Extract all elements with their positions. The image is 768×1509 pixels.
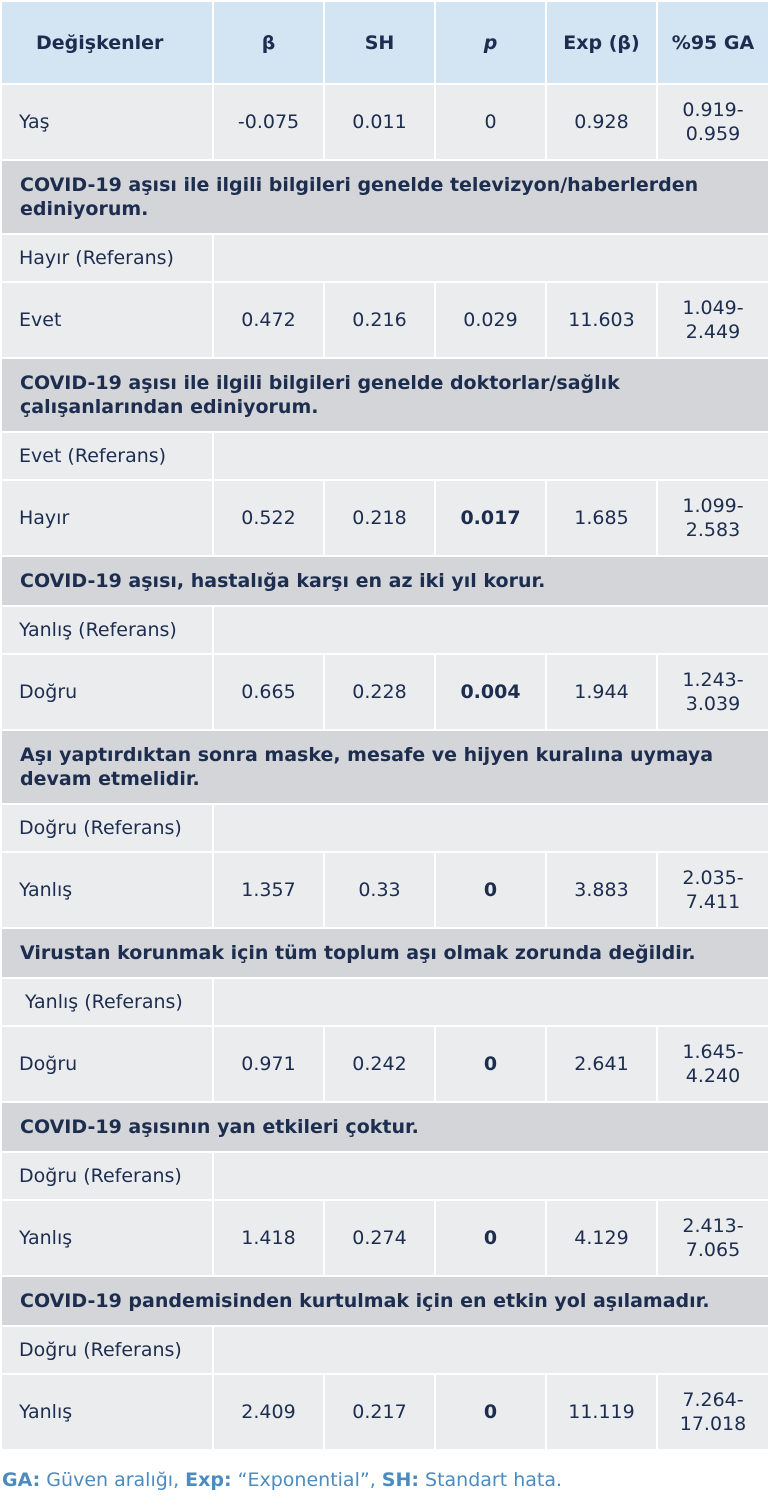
section-title: COVID-19 aşısı ile ilgili bilgileri genelde doktorlar/sağlık çalışanlarından ediniyorum. bbox=[1, 358, 768, 432]
section-title: COVID-19 aşısının yan etkileri çoktur. bbox=[1, 1102, 768, 1152]
header-p: p bbox=[435, 1, 546, 84]
p-cell: 0.029 bbox=[435, 282, 546, 358]
row-label: Evet bbox=[1, 282, 213, 358]
header-exp: Exp (β) bbox=[546, 1, 657, 84]
section-title: Aşı yaptırdıktan sonra maske, mesafe ve hijyen kuralına uymaya devam etmelidir. bbox=[1, 730, 768, 804]
p-cell: 0 bbox=[435, 1026, 546, 1102]
ci-cell bbox=[657, 84, 768, 160]
table-row bbox=[1, 654, 768, 730]
beta-cell: 0.522 bbox=[213, 480, 324, 556]
ci-low: 2.035- bbox=[682, 867, 744, 889]
header-se: SH bbox=[324, 1, 435, 84]
exp-cell: 3.883 bbox=[546, 852, 657, 928]
ci-cell bbox=[657, 480, 768, 556]
reference-row bbox=[1, 804, 768, 852]
header-beta: β bbox=[213, 1, 324, 84]
table-row bbox=[1, 1200, 768, 1276]
ci-high: 7.065 bbox=[685, 1239, 741, 1261]
ci-low: 1.049- bbox=[682, 297, 744, 319]
ci-low: 2.413- bbox=[682, 1215, 744, 1237]
exp-cell: 4.129 bbox=[546, 1200, 657, 1276]
p-cell: 0 bbox=[435, 852, 546, 928]
beta-cell: 0.971 bbox=[213, 1026, 324, 1102]
reference-label: Evet (Referans) bbox=[1, 432, 213, 480]
p-cell: 0.017 bbox=[435, 480, 546, 556]
section-row bbox=[1, 160, 768, 234]
reference-row bbox=[1, 234, 768, 282]
se-cell: 0.242 bbox=[324, 1026, 435, 1102]
table-footnote bbox=[0, 1451, 768, 1491]
section-row bbox=[1, 556, 768, 606]
footnote-sh-text: Standart hata. bbox=[418, 1469, 563, 1491]
reference-empty bbox=[213, 432, 768, 480]
reference-label: Hayır (Referans) bbox=[1, 234, 213, 282]
reference-label: Doğru (Referans) bbox=[1, 1326, 213, 1374]
p-cell: 0 bbox=[435, 1374, 546, 1450]
beta-cell: 1.357 bbox=[213, 852, 324, 928]
ci-low: 1.645- bbox=[682, 1041, 744, 1063]
table-row-age bbox=[1, 84, 768, 160]
row-label: Doğru bbox=[1, 1026, 213, 1102]
reference-row bbox=[1, 1152, 768, 1200]
reference-empty bbox=[213, 978, 768, 1026]
footnote-sh-key: SH: bbox=[381, 1469, 419, 1491]
row-label: Yaş bbox=[1, 84, 213, 160]
beta-cell: 1.418 bbox=[213, 1200, 324, 1276]
section-row bbox=[1, 358, 768, 432]
table-row bbox=[1, 1026, 768, 1102]
se-cell: 0.218 bbox=[324, 480, 435, 556]
footnote-ga-key: GA: bbox=[2, 1469, 41, 1491]
se-cell: 0.274 bbox=[324, 1200, 435, 1276]
reference-empty bbox=[213, 1152, 768, 1200]
ci-cell bbox=[657, 852, 768, 928]
exp-cell: 1.944 bbox=[546, 654, 657, 730]
reference-row bbox=[1, 606, 768, 654]
ci-cell bbox=[657, 654, 768, 730]
ci-high: 2.583 bbox=[685, 519, 741, 541]
reference-label: Doğru (Referans) bbox=[1, 1152, 213, 1200]
reference-empty bbox=[213, 1326, 768, 1374]
exp-cell: 11.119 bbox=[546, 1374, 657, 1450]
p-cell: 0 bbox=[435, 1200, 546, 1276]
ci-high: 7.411 bbox=[685, 891, 741, 913]
reference-label: Yanlış (Referans) bbox=[1, 606, 213, 654]
exp-cell: 1.685 bbox=[546, 480, 657, 556]
reference-empty bbox=[213, 804, 768, 852]
ci-high: 0.959 bbox=[685, 123, 741, 145]
reference-label: Yanlış (Referans) bbox=[1, 978, 213, 1026]
row-label: Yanlış bbox=[1, 1374, 213, 1450]
header-variables: Değişkenler bbox=[1, 1, 213, 84]
row-label: Hayır bbox=[1, 480, 213, 556]
exp-cell: 11.603 bbox=[546, 282, 657, 358]
ci-low: 0.919- bbox=[682, 99, 744, 121]
row-label: Doğru bbox=[1, 654, 213, 730]
row-label: Yanlış bbox=[1, 852, 213, 928]
table-row bbox=[1, 852, 768, 928]
ci-high: 17.018 bbox=[679, 1413, 747, 1435]
table-row bbox=[1, 480, 768, 556]
reference-row bbox=[1, 978, 768, 1026]
ci-high: 3.039 bbox=[685, 693, 741, 715]
header-ci: %95 GA bbox=[657, 1, 768, 84]
beta-cell: -0.075 bbox=[213, 84, 324, 160]
ci-low: 7.264- bbox=[682, 1389, 744, 1411]
ci-low: 1.099- bbox=[682, 495, 744, 517]
reference-row bbox=[1, 432, 768, 480]
reference-label: Doğru (Referans) bbox=[1, 804, 213, 852]
se-cell: 0.228 bbox=[324, 654, 435, 730]
exp-cell: 2.641 bbox=[546, 1026, 657, 1102]
ci-cell bbox=[657, 282, 768, 358]
ci-cell bbox=[657, 1374, 768, 1450]
section-title: COVID-19 aşısı, hastalığa karşı en az iki yıl korur. bbox=[1, 556, 768, 606]
reference-empty bbox=[213, 606, 768, 654]
ci-cell bbox=[657, 1200, 768, 1276]
ci-low: 1.243- bbox=[682, 669, 744, 691]
exp-cell: 0.928 bbox=[546, 84, 657, 160]
beta-cell: 0.472 bbox=[213, 282, 324, 358]
beta-cell: 0.665 bbox=[213, 654, 324, 730]
ci-high: 2.449 bbox=[685, 321, 741, 343]
section-title: COVID-19 pandemisinden kurtulmak için en etkin yol aşılamadır. bbox=[1, 1276, 768, 1326]
section-row bbox=[1, 1102, 768, 1152]
footnote-ga-text: Güven aralığı, bbox=[40, 1469, 186, 1491]
table-row bbox=[1, 1374, 768, 1450]
header-row bbox=[1, 1, 768, 84]
reference-empty bbox=[213, 234, 768, 282]
row-label: Yanlış bbox=[1, 1200, 213, 1276]
se-cell: 0.33 bbox=[324, 852, 435, 928]
reference-row bbox=[1, 1326, 768, 1374]
section-row bbox=[1, 928, 768, 978]
ci-high: 4.240 bbox=[685, 1065, 741, 1087]
beta-cell: 2.409 bbox=[213, 1374, 324, 1450]
se-cell: 0.216 bbox=[324, 282, 435, 358]
section-title: COVID-19 aşısı ile ilgili bilgileri genelde televizyon/haberlerden ediniyorum. bbox=[1, 160, 768, 234]
section-title: Virustan korunmak için tüm toplum aşı olmak zorunda değildir. bbox=[1, 928, 768, 978]
se-cell: 0.011 bbox=[324, 84, 435, 160]
footnote-exp-key: Exp: bbox=[185, 1469, 232, 1491]
table-row bbox=[1, 282, 768, 358]
se-cell: 0.217 bbox=[324, 1374, 435, 1450]
p-cell: 0.004 bbox=[435, 654, 546, 730]
ci-cell bbox=[657, 1026, 768, 1102]
section-row bbox=[1, 1276, 768, 1326]
section-row bbox=[1, 730, 768, 804]
p-cell: 0 bbox=[435, 84, 546, 160]
footnote-exp-text: “Exponential”, bbox=[231, 1469, 382, 1491]
